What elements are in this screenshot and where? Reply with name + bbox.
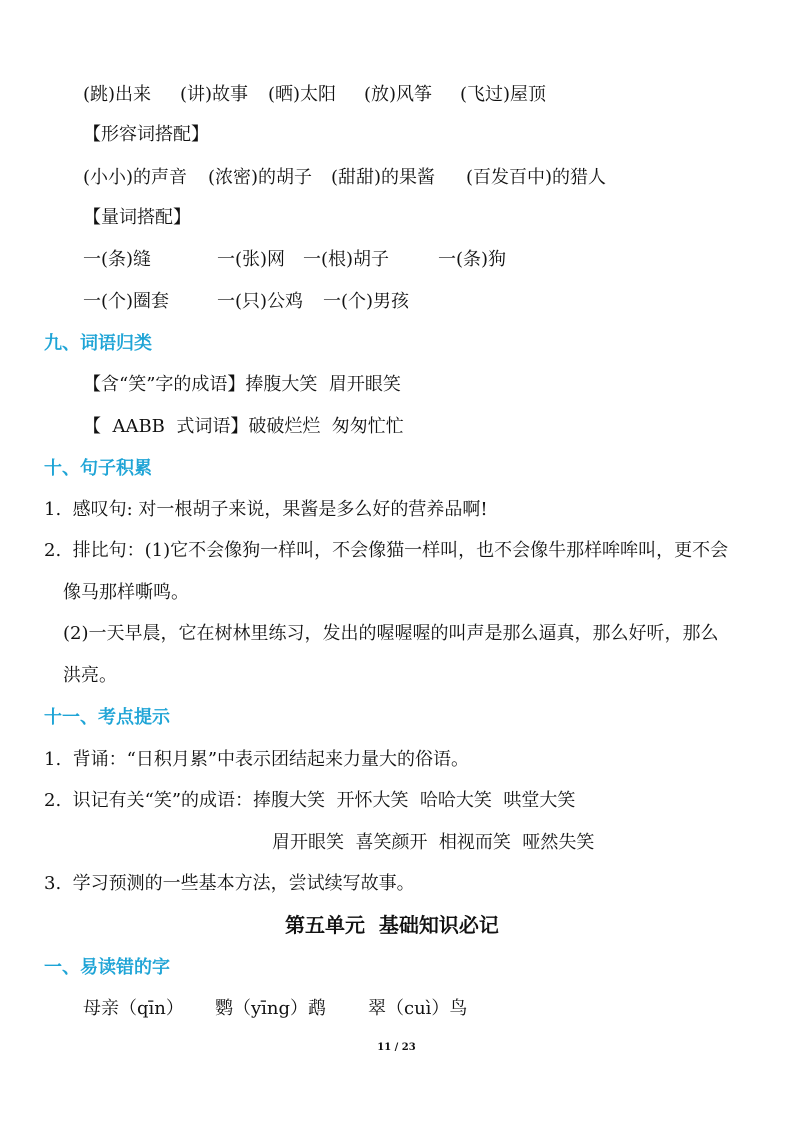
measure-pair: 一(个)圈套 <box>83 291 170 312</box>
paragraph: 【 AABB 式词语】破破烂烂 匆匆忙忙 <box>83 416 404 437</box>
verb-pair: (跳)出来 <box>83 84 152 105</box>
page-number: 11 / 23 <box>377 1042 416 1053</box>
adj-pair: (甜甜)的果酱 <box>331 167 436 188</box>
list-item: 1. 背诵：“日积月累”中表示团结起来力量大的俗语。 <box>44 749 470 770</box>
word-item: 母亲（qīn） <box>83 998 184 1019</box>
word-item: 翠（cuì）鸟 <box>368 998 468 1019</box>
list-item: 2. 识记有关“笑”的成语：捧腹大笑 开怀大笑 哈哈大笑 哄堂大笑 <box>44 790 576 811</box>
section-heading: 九、词语归类 <box>44 333 152 354</box>
adj-pair: (浓密)的胡子 <box>208 167 313 188</box>
paragraph: 【含“笑”字的成语】捧腹大笑 眉开眼笑 <box>83 374 401 395</box>
verb-pair: (飞过)屋顶 <box>460 84 547 105</box>
list-item-continuation: 洪亮。 <box>63 665 117 686</box>
unit-title: 第五单元 基础知识必记 <box>285 913 499 937</box>
list-item-continuation: (2)一天早晨，它在树林里练习，发出的喔喔喔的叫声是那么逼真，那么好听，那么 <box>63 623 719 644</box>
measure-pair: 一(条)狗 <box>438 249 507 270</box>
section-heading: 十、句子积累 <box>44 458 152 479</box>
verb-pair: (放)风筝 <box>364 84 433 105</box>
list-item: 3. 学习预测的一些基本方法，尝试续写故事。 <box>44 873 415 894</box>
measure-pair: 一(条)缝 <box>83 249 152 270</box>
list-item: 1. 感叹句: 对一根胡子来说，果酱是多么好的营养品啊! <box>44 499 488 520</box>
measure-pair: 一(只)公鸡 <box>217 291 304 312</box>
measure-pair: 一(张)网 <box>217 249 286 270</box>
verb-pair: (晒)太阳 <box>268 84 337 105</box>
list-item: 2. 排比句：(1)它不会像狗一样叫，不会像猫一样叫，也不会像牛那样哞哞叫，更不会 <box>44 540 729 561</box>
word-item: 鹦（yīng）鹉 <box>215 998 327 1019</box>
list-item-continuation: 眉开眼笑 喜笑颜开 相视而笑 哑然失笑 <box>272 832 595 853</box>
section-heading: 十一、考点提示 <box>44 707 170 728</box>
adj-pair: (小小)的声音 <box>83 167 188 188</box>
adj-header: 【形容词搭配】 <box>83 124 209 145</box>
verb-pair: (讲)故事 <box>180 84 249 105</box>
measure-pair: 一(根)胡子 <box>303 249 390 270</box>
measure-pair: 一(个)男孩 <box>323 291 410 312</box>
adj-pair: (百发百中)的猎人 <box>466 167 607 188</box>
list-item-continuation: 像马那样嘶鸣。 <box>63 582 189 603</box>
section-heading: 一、易读错的字 <box>44 957 170 978</box>
measure-header: 【量词搭配】 <box>83 207 191 228</box>
